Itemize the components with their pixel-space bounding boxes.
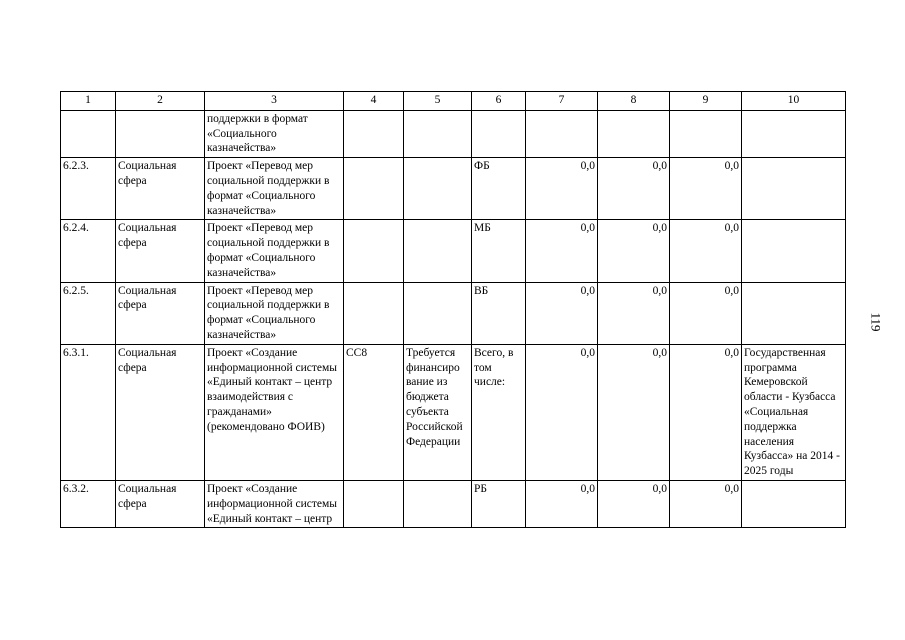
funding-note-cell [404,158,472,220]
table-row [61,220,846,282]
value-cell: 0,0 [670,158,742,220]
page-number: 119 [868,312,884,332]
value-cell: 0,0 [526,480,598,527]
source-cell [472,110,526,157]
sphere-cell: Социальная сфера [116,344,205,480]
sphere-cell: Социальная сфера [116,220,205,282]
value-cell [526,110,598,157]
value-cell: 0,0 [598,220,670,282]
funding-note-cell [404,220,472,282]
project-cell: Проект «Перевод мер социальной поддержки в формат «Социального казначейства» [205,158,344,220]
funding-note-cell [404,282,472,344]
code-cell [344,158,404,220]
value-cell: 0,0 [598,158,670,220]
code-cell [344,220,404,282]
row-number: 6.3.1. [61,344,116,480]
project-cell: Проект «Создание информационной системы «Единый контакт – центр [205,480,344,527]
row-number: 6.2.3. [61,158,116,220]
program-cell [742,110,846,157]
column-header: 3 [205,92,344,111]
value-cell: 0,0 [598,480,670,527]
source-cell: Всего, в том числе: [472,344,526,480]
code-cell [344,282,404,344]
sphere-cell [116,110,205,157]
column-header: 6 [472,92,526,111]
row-number: 6.2.4. [61,220,116,282]
value-cell: 0,0 [670,282,742,344]
column-header: 4 [344,92,404,111]
column-header: 1 [61,92,116,111]
table-row [61,344,846,480]
sphere-cell: Социальная сфера [116,158,205,220]
funding-note-cell [404,480,472,527]
project-cell: поддержки в формат «Социального казначейства» [205,110,344,157]
column-header: 9 [670,92,742,111]
program-cell [742,220,846,282]
program-cell: Государственная программа Кемеровской области - Кузбасса «Социальная поддержка населения Кузбасса» на 2014 - 2025 годы [742,344,846,480]
value-cell: 0,0 [526,158,598,220]
table-row [61,282,846,344]
project-cell: Проект «Перевод мер социальной поддержки в формат «Социального казначейства» [205,282,344,344]
table-row [61,158,846,220]
value-cell [670,110,742,157]
sphere-cell: Социальная сфера [116,480,205,527]
column-header: 10 [742,92,846,111]
code-cell: СС8 [344,344,404,480]
project-cell: Проект «Перевод мер социальной поддержки в формат «Социального казначейства» [205,220,344,282]
row-number: 6.3.2. [61,480,116,527]
program-cell [742,158,846,220]
value-cell: 0,0 [670,220,742,282]
value-cell: 0,0 [526,220,598,282]
source-cell: ФБ [472,158,526,220]
budget-table [60,91,846,528]
value-cell: 0,0 [526,282,598,344]
value-cell [598,110,670,157]
program-cell [742,282,846,344]
sphere-cell: Социальная сфера [116,282,205,344]
row-number [61,110,116,157]
value-cell: 0,0 [526,344,598,480]
source-cell: РБ [472,480,526,527]
source-cell: ВБ [472,282,526,344]
table-row [61,480,846,527]
row-number: 6.2.5. [61,282,116,344]
column-header: 7 [526,92,598,111]
funding-note-cell [404,110,472,157]
code-cell [344,480,404,527]
program-cell [742,480,846,527]
column-header: 5 [404,92,472,111]
value-cell: 0,0 [670,344,742,480]
header-row [61,92,846,111]
code-cell [344,110,404,157]
source-cell: МБ [472,220,526,282]
value-cell: 0,0 [670,480,742,527]
column-header: 2 [116,92,205,111]
funding-note-cell: Требуется финансиро вание из бюджета субъекта Российской Федерации [404,344,472,480]
value-cell: 0,0 [598,282,670,344]
project-cell: Проект «Создание информационной системы «Единый контакт – центр взаимодействия с гражданами» (рекомендовано ФОИВ) [205,344,344,480]
value-cell: 0,0 [598,344,670,480]
table-row [61,110,846,157]
column-header: 8 [598,92,670,111]
